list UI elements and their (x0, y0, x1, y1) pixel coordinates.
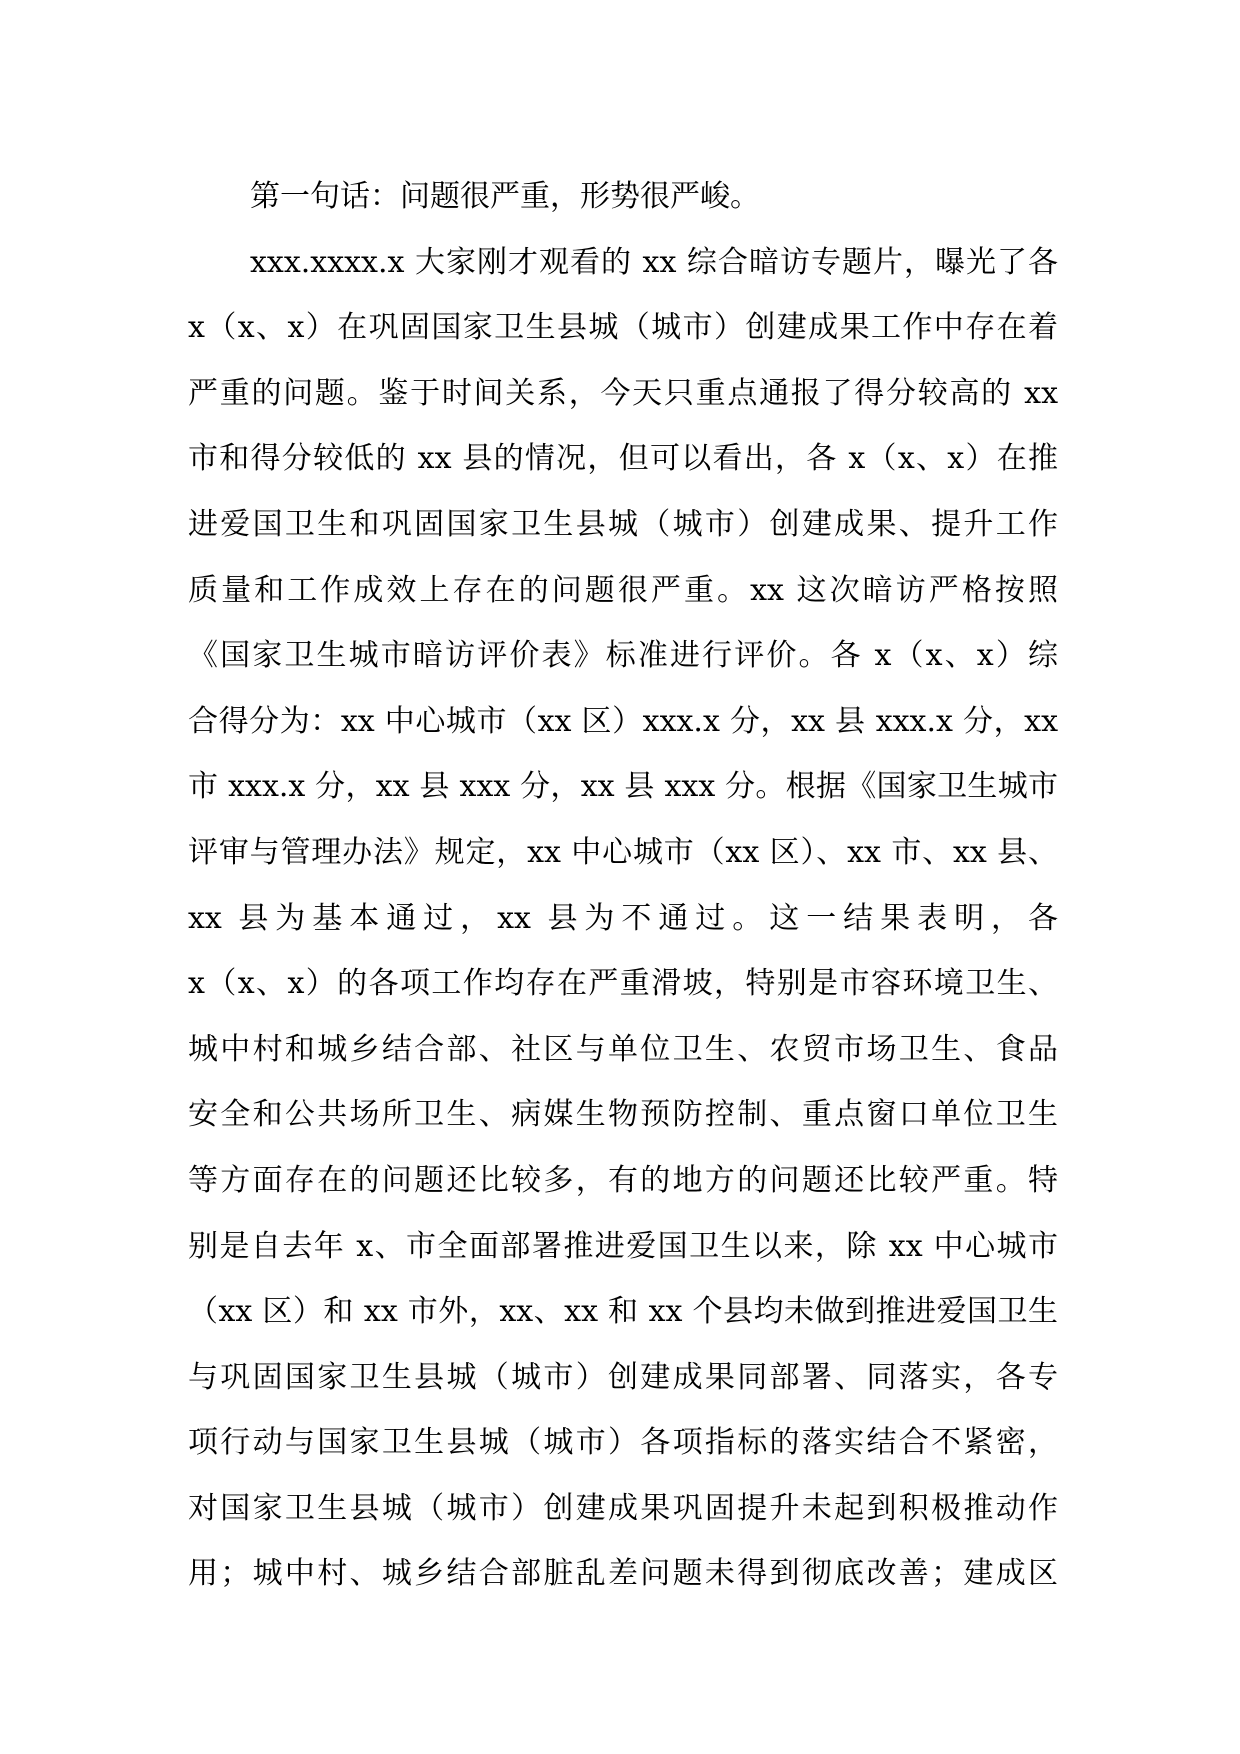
body-text (188, 164, 1058, 1607)
paragraph-line: 与巩固国家卫生县城（城市）创建成果同部署、同落实，各专 (188, 1359, 1058, 1395)
paragraph-line: 进爱国卫生和巩固国家卫生县城（城市）创建成果、提升工作 (188, 506, 1058, 542)
paragraph-line: 别是自去年 x、市全面部署推进爱国卫生以来，除 xx 中心城市 (188, 1228, 1058, 1264)
paragraph-line: 项行动与国家卫生县城（城市）各项指标的落实结合不紧密， (188, 1425, 1058, 1461)
paragraph-line: 合得分为：xx 中心城市（xx 区）xxx.x 分，xx 县 xxx.x 分，xx (188, 703, 1058, 739)
paragraph-line: 市 xxx.x 分，xx 县 xxx 分，xx 县 xxx 分。根据《国家卫生城市 (188, 769, 1058, 805)
paragraph-line: 城中村和城乡结合部、社区与单位卫生、农贸市场卫生、食品 (188, 1031, 1058, 1067)
section-heading: 第一句话：问题很严重，形势很严峻。 (250, 179, 760, 214)
paragraph-line: 《国家卫生城市暗访评价表》标准进行评价。各 x（x、x）综 (188, 638, 1058, 674)
paragraph-line: 市和得分较低的 xx 县的情况，但可以看出，各 x（x、x）在推 (188, 441, 1058, 477)
paragraph-line: x（x、x）在巩固国家卫生县城（城市）创建成果工作中存在着 (188, 310, 1058, 346)
paragraph-line: 安全和公共场所卫生、病媒生物预防控制、重点窗口单位卫生 (188, 1097, 1058, 1133)
paragraph-line: xxx.xxxx.x 大家刚才观看的 xx 综合暗访专题片，曝光了各 (250, 244, 1058, 280)
paragraph-line: xx 县为基本通过，xx 县为不通过。这一结果表明，各 (188, 900, 1058, 936)
paragraph-line: 用；城中村、城乡结合部脏乱差问题未得到彻底改善；建成区 (188, 1556, 1058, 1592)
paragraph-line: 质量和工作成效上存在的问题很严重。xx 这次暗访严格按照 (188, 572, 1058, 608)
paragraph-line: 严重的问题。鉴于时间关系，今天只重点通报了得分较高的 xx (188, 375, 1058, 411)
paragraph-line: 对国家卫生县城（城市）创建成果巩固提升未起到积极推动作 (188, 1490, 1058, 1526)
paragraph-line: 等方面存在的问题还比较多，有的地方的问题还比较严重。特 (188, 1162, 1058, 1198)
paragraph-line: x（x、x）的各项工作均存在严重滑坡，特别是市容环境卫生、 (188, 966, 1058, 1002)
paragraph-line: （xx 区）和 xx 市外，xx、xx 和 xx 个县均未做到推进爱国卫生 (188, 1294, 1058, 1330)
paragraph-line: 评审与管理办法》规定，xx 中心城市（xx 区）、xx 市、xx 县、 (188, 834, 1058, 870)
